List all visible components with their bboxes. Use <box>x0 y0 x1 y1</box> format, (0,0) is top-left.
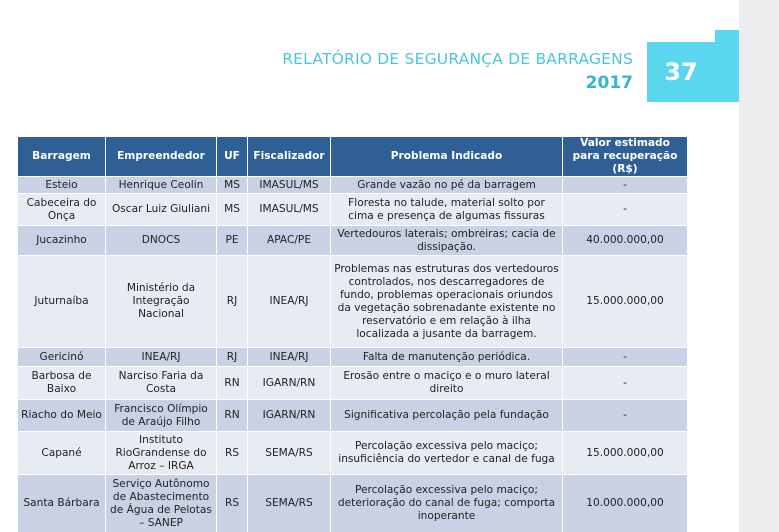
table-cell: RJ <box>217 348 248 367</box>
table-cell: IGARN/RN <box>248 367 331 400</box>
table-cell: DNOCS <box>106 226 217 256</box>
table-row <box>18 367 688 400</box>
table-cell: - <box>563 348 688 367</box>
table-cell: Percolação excessiva pelo maciço; insuficiência do vertedor e canal de fuga <box>331 432 563 475</box>
table-row <box>18 177 688 194</box>
table-cell: Riacho do Meio <box>18 400 106 432</box>
table-cell: INEA/RJ <box>248 348 331 367</box>
table-cell: APAC/PE <box>248 226 331 256</box>
table-cell: RS <box>217 475 248 532</box>
table-row <box>18 226 688 256</box>
table-cell: Narciso Faria da Costa <box>106 367 217 400</box>
table-cell: SEMA/RS <box>248 432 331 475</box>
table-row <box>18 432 688 475</box>
table-cell: Gericinó <box>18 348 106 367</box>
table-cell: - <box>563 177 688 194</box>
page-number: 37 <box>647 42 715 102</box>
table-cell: Jucazinho <box>18 226 106 256</box>
column-header: Barragem <box>18 137 106 177</box>
table-cell: Grande vazão no pé da barragem <box>331 177 563 194</box>
table-header-row <box>18 137 688 177</box>
table-cell: Serviço Autônomo de Abastecimento de Água de Pelotas – SANEP <box>106 475 217 532</box>
column-header: Valor estimado para recuperação (R$) <box>563 137 688 177</box>
table-cell: Santa Bárbara <box>18 475 106 532</box>
table-cell: Esteio <box>18 177 106 194</box>
table-cell: 15.000.000,00 <box>563 256 688 348</box>
table-cell: Falta de manutenção periódica. <box>331 348 563 367</box>
table-cell: - <box>563 194 688 226</box>
table-cell: - <box>563 367 688 400</box>
table-cell: Percolação excessiva pelo maciço; deterioração do canal de fuga; comporta inoperante <box>331 475 563 532</box>
table-cell: Instituto RioGrandense do Arroz – IRGA <box>106 432 217 475</box>
page-tab-decoration <box>715 30 739 102</box>
table-row <box>18 194 688 226</box>
table-row <box>18 256 688 348</box>
table-cell: Juturnaíba <box>18 256 106 348</box>
table-cell: RN <box>217 400 248 432</box>
table-cell: Significativa percolação pela fundação <box>331 400 563 432</box>
table-cell: INEA/RJ <box>106 348 217 367</box>
table-cell: SEMA/RS <box>248 475 331 532</box>
table-row <box>18 348 688 367</box>
column-header: Problema Indicado <box>331 137 563 177</box>
table-cell: Barbosa de Baixo <box>18 367 106 400</box>
table-cell: 10.000.000,00 <box>563 475 688 532</box>
column-header: Fiscalizador <box>248 137 331 177</box>
table-row <box>18 475 688 532</box>
table-cell: PE <box>217 226 248 256</box>
column-header: Empreendedor <box>106 137 217 177</box>
right-margin-strip <box>739 0 779 532</box>
table-cell: IGARN/RN <box>248 400 331 432</box>
table-cell: RS <box>217 432 248 475</box>
table-cell: Capané <box>18 432 106 475</box>
table-cell: RN <box>217 367 248 400</box>
table-cell: RJ <box>217 256 248 348</box>
table-cell: Floresta no talude, material solto por cima e presença de algumas fissuras <box>331 194 563 226</box>
table-cell: 15.000.000,00 <box>563 432 688 475</box>
table-cell: IMASUL/MS <box>248 194 331 226</box>
table-cell: INEA/RJ <box>248 256 331 348</box>
table-cell: Henrique Ceolin <box>106 177 217 194</box>
table-cell: MS <box>217 177 248 194</box>
table-cell: Problemas nas estruturas dos vertedouros controlados, nos descarregadores de fundo, problemas operacionais oriundos da vegetação sobrenadante existente no reservatório e em relação à ilha localizada a jusante da barragem. <box>331 256 563 348</box>
table-cell: Francisco Olímpio de Araújo Filho <box>106 400 217 432</box>
table-cell: Erosão entre o maciço e o muro lateral direito <box>331 367 563 400</box>
report-title: RELATÓRIO DE SEGURANÇA DE BARRAGENS <box>282 50 633 68</box>
dam-problems-table <box>17 136 688 532</box>
table-cell: Vertedouros laterais; ombreiras; cacia de dissipação. <box>331 226 563 256</box>
table-cell: - <box>563 400 688 432</box>
table-cell: 40.000.000,00 <box>563 226 688 256</box>
table-cell: IMASUL/MS <box>248 177 331 194</box>
table-cell: MS <box>217 194 248 226</box>
column-header: UF <box>217 137 248 177</box>
table-cell: Oscar Luiz Giuliani <box>106 194 217 226</box>
table-row <box>18 400 688 432</box>
dam-problems-table-container <box>17 136 688 532</box>
table-cell: Cabeceira do Onça <box>18 194 106 226</box>
report-year: 2017 <box>585 73 633 93</box>
table-cell: Ministério da Integração Nacional <box>106 256 217 348</box>
